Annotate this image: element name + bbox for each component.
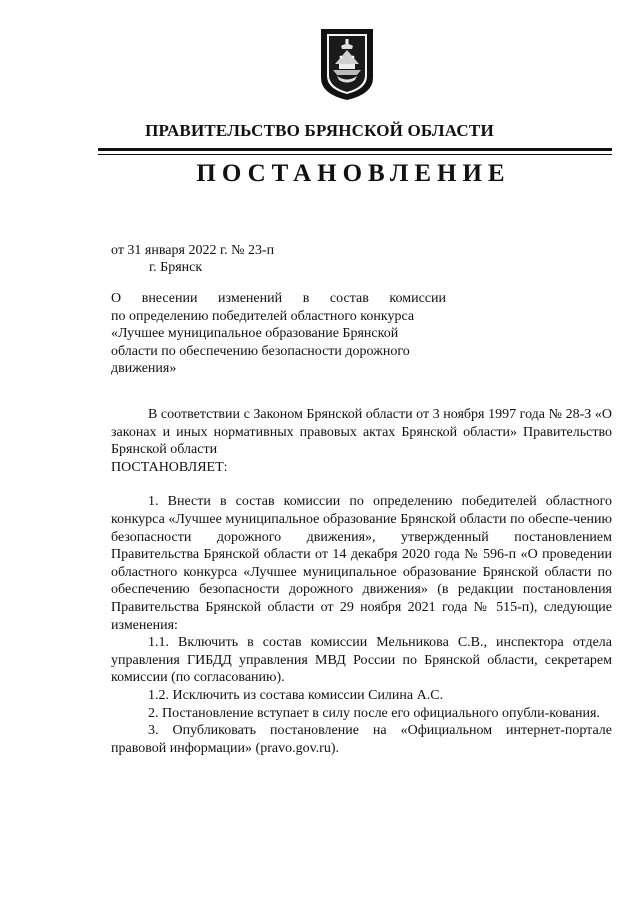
- subject-line-rest: по определению победителей областного конкурса «Лучшее муниципальное образование Брянской области по обеспечению безопасности дорожного движения»: [111, 308, 415, 376]
- coat-of-arms-emblem: [319, 26, 375, 102]
- city: г. Брянск: [149, 260, 203, 275]
- item-1-2: 1.2. Исключить из состава комиссии Силина А.С.: [148, 687, 444, 703]
- paragraph-gap: [111, 476, 612, 493]
- date-and-number: от 31 января 2022 г. № 23-п: [111, 243, 275, 258]
- document-subject: [111, 290, 446, 378]
- header-rule-thick: [98, 148, 612, 151]
- item-1: 1. Внести в состав комиссии по определению победителей областного конкурса «Лучшее муниципальное образование Брянской области по обеспе-чению безопасности дорожного движения», утвержденный постановлением Правительства Брянской области от 14 декабря 2020 года № 596-п «О проведении областного конкурса «Лучшее муниципальное образование Брянской области по обеспечению безопасности дорожного движения» (в редакции постановления Правительства Брянской области от 29 ноября 2021 года № 515-п), следующие изменения:: [111, 494, 612, 633]
- government-title: ПРАВИТЕЛЬСТВО БРЯНСКОЙ ОБЛАСТИ: [145, 121, 494, 140]
- subject-line-1: О внесении изменений в состав комиссии: [111, 291, 446, 306]
- preamble-paragraph: В соответствии с Законом Брянской области от 3 ноября 1997 года № 28-З «О законах и иных нормативных правовых актах Брянской области» Правительство Брянской области: [111, 407, 612, 458]
- document-body: [111, 406, 612, 757]
- decree-word: ПОСТАНОВЛЯЕТ:: [111, 459, 228, 475]
- item-1-1: 1.1. Включить в состав комиссии Мельникова С.В., инспектора отдела управления ГИБДД управления МВД России по Брянской области, секретарем комиссии (по согласованию).: [111, 635, 612, 686]
- document-type-heading: ПОСТАНОВЛЕНИЕ: [196, 160, 511, 187]
- item-2: 2. Постановление вступает в силу после его официального опубли-кования.: [148, 705, 600, 721]
- item-3: 3. Опубликовать постановление на «Официальном интернет-портале правовой информации» (pravo.gov.ru).: [111, 723, 612, 756]
- header-rule-thin: [98, 154, 612, 155]
